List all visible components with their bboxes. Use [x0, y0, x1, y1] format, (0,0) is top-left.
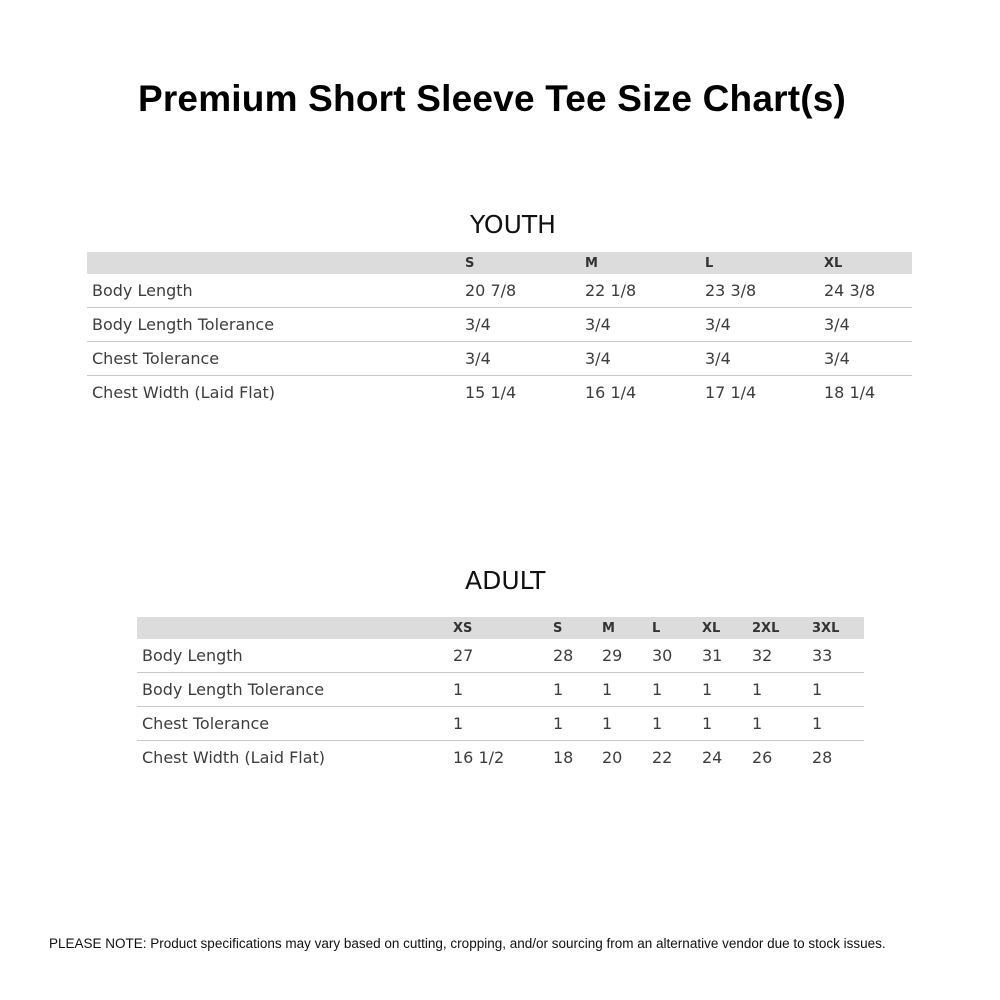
cell-value: 1 — [553, 673, 602, 707]
cell-value: 3/4 — [824, 308, 912, 342]
cell-value: 18 — [553, 748, 574, 767]
cell-value: 3/4 — [705, 342, 824, 376]
adult-heading: ADULT — [465, 566, 546, 595]
youth-heading: YOUTH — [470, 210, 556, 239]
cell-value: 1 — [453, 673, 553, 707]
cell-value: 1 — [812, 707, 864, 741]
cell-value: 1 — [702, 707, 752, 741]
cell-value: 23 3/8 — [705, 274, 824, 308]
table-row — [87, 308, 912, 342]
cell-value: 15 1/4 — [465, 383, 517, 402]
cell-value: 20 — [602, 748, 623, 767]
cell-value: 24 3/8 — [824, 274, 912, 308]
cell-value: 22 — [652, 748, 673, 767]
cell-value: 17 1/4 — [705, 383, 757, 402]
youth-header-label — [87, 252, 465, 274]
adult-size-header: L — [652, 617, 702, 639]
row-label: Chest Tolerance — [87, 342, 465, 376]
row-label: Chest Width (Laid Flat) — [92, 383, 276, 402]
cell-value: 3/4 — [465, 308, 585, 342]
youth-header-row — [87, 252, 912, 274]
adult-size-table — [137, 617, 864, 774]
cell-value: 20 7/8 — [465, 274, 585, 308]
cell-value: 28 — [553, 639, 602, 673]
cell-value: 1 — [652, 673, 702, 707]
row-label: Body Length — [87, 274, 465, 308]
cell-value: 3/4 — [824, 342, 912, 376]
table-row — [137, 639, 864, 673]
cell-value: 16 1/2 — [453, 748, 505, 767]
cell-value: 1 — [702, 673, 752, 707]
row-label: Body Length — [137, 639, 453, 673]
cell-value: 3/4 — [465, 342, 585, 376]
cell-value: 1 — [453, 707, 553, 741]
adult-size-header: M — [602, 617, 652, 639]
cell-value: 26 — [752, 748, 773, 767]
adult-size-header: 2XL — [752, 617, 812, 639]
row-label: Chest Width (Laid Flat) — [142, 748, 326, 767]
youth-size-header: M — [585, 252, 705, 274]
cell-value: 16 1/4 — [585, 383, 637, 402]
youth-size-table — [87, 252, 912, 409]
cell-value: 30 — [652, 639, 702, 673]
table-row — [137, 741, 864, 775]
cell-value: 18 1/4 — [824, 383, 876, 402]
cell-value: 22 1/8 — [585, 274, 705, 308]
cell-value: 32 — [752, 639, 812, 673]
cell-value: 24 — [702, 748, 723, 767]
row-label: Body Length Tolerance — [87, 308, 465, 342]
table-row — [137, 673, 864, 707]
cell-value: 28 — [812, 748, 833, 767]
table-row — [87, 342, 912, 376]
table-row — [87, 274, 912, 308]
cell-value: 1 — [752, 707, 812, 741]
cell-value: 33 — [812, 639, 864, 673]
cell-value: 1 — [812, 673, 864, 707]
cell-value: 1 — [602, 673, 652, 707]
cell-value: 31 — [702, 639, 752, 673]
adult-size-header: S — [553, 617, 602, 639]
disclaimer-note: PLEASE NOTE: Product specifications may vary based on cutting, cropping, and/or sourcing from an alternative vendor due to stock issues. — [49, 936, 886, 951]
row-label: Chest Tolerance — [137, 707, 453, 741]
cell-value: 3/4 — [705, 308, 824, 342]
adult-size-header: 3XL — [812, 617, 864, 639]
youth-size-header: L — [705, 252, 824, 274]
adult-header-label — [137, 617, 453, 639]
cell-value: 1 — [553, 707, 602, 741]
youth-size-header: XL — [824, 252, 912, 274]
cell-value: 27 — [453, 639, 553, 673]
cell-value: 3/4 — [585, 342, 705, 376]
cell-value: 1 — [602, 707, 652, 741]
cell-value: 1 — [652, 707, 702, 741]
table-row — [137, 707, 864, 741]
adult-size-header: XS — [453, 617, 553, 639]
adult-header-row — [137, 617, 864, 639]
cell-value: 3/4 — [585, 308, 705, 342]
youth-size-header: S — [465, 252, 585, 274]
cell-value: 1 — [752, 673, 812, 707]
cell-value: 29 — [602, 639, 652, 673]
row-label: Body Length Tolerance — [137, 673, 453, 707]
table-row — [87, 376, 912, 410]
adult-size-header: XL — [702, 617, 752, 639]
page-title: Premium Short Sleeve Tee Size Chart(s) — [137, 78, 847, 119]
